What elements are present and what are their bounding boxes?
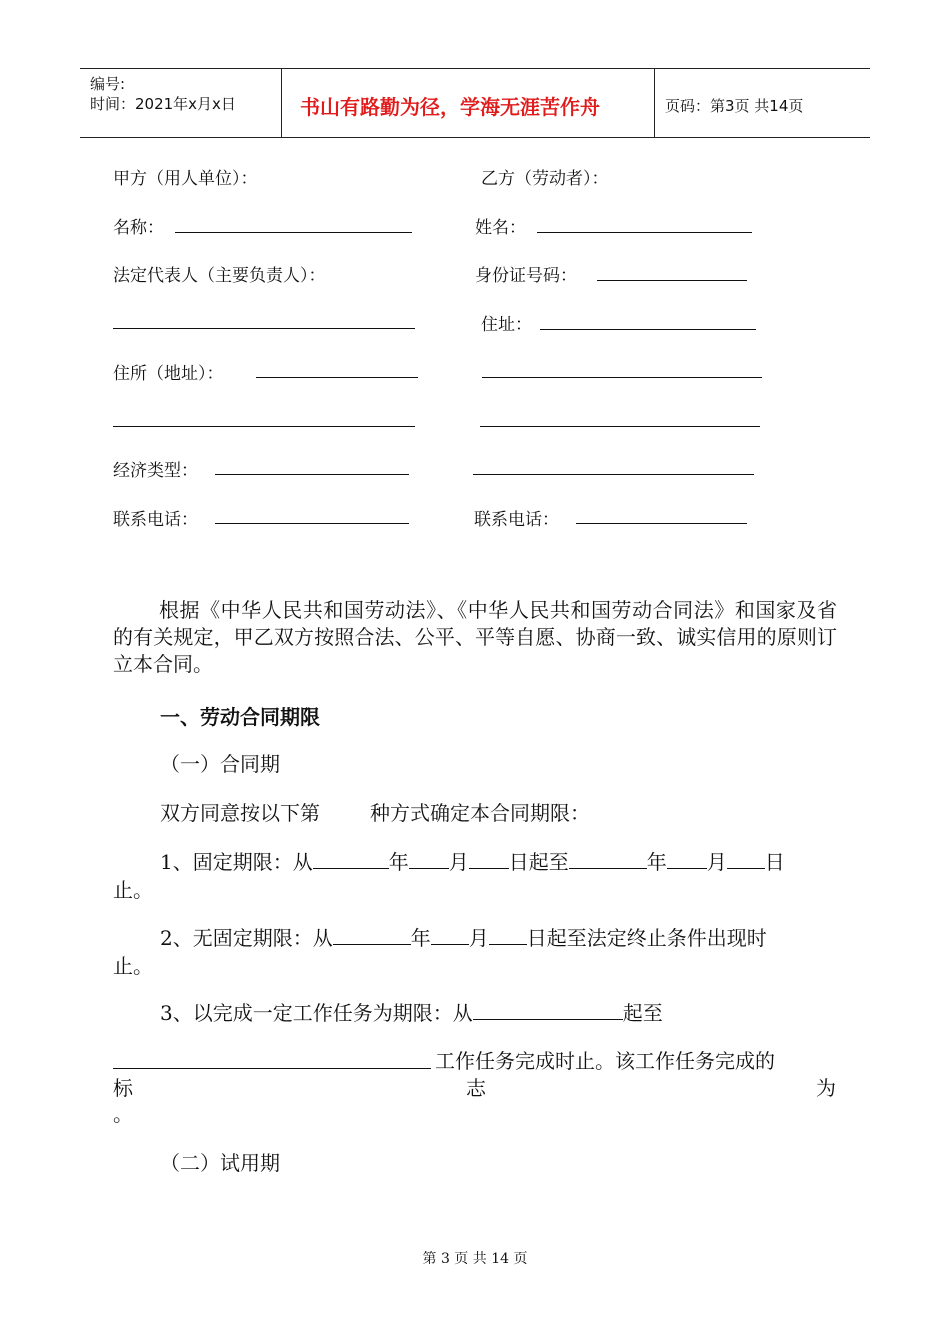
subsection-heading-2: （二）试用期 bbox=[160, 1151, 280, 1175]
party-a-rep-field[interactable] bbox=[113, 328, 415, 329]
item-fixed-term bbox=[160, 846, 785, 875]
header-motto: 书山有路勤为径，学海无涯苦作舟 bbox=[300, 95, 600, 119]
end-day-field[interactable] bbox=[727, 846, 765, 869]
task-description-field[interactable] bbox=[113, 1068, 431, 1069]
item-open-term bbox=[160, 922, 767, 951]
start-month-field[interactable] bbox=[431, 922, 469, 945]
header-divider bbox=[281, 69, 282, 137]
end-month-field[interactable] bbox=[667, 846, 707, 869]
subsection-heading: （一）合同期 bbox=[160, 752, 280, 776]
date-label: 时间：2021年x月x日 bbox=[90, 95, 236, 113]
agree-text-a: 双方同意按以下第 bbox=[160, 801, 320, 825]
party-a-address-field[interactable] bbox=[256, 377, 418, 378]
party-a-phone-field[interactable] bbox=[215, 523, 409, 524]
party-b-id-field[interactable] bbox=[597, 280, 747, 281]
party-b-id-label: 身份证号码： bbox=[475, 266, 577, 286]
page-footer: 第 3 页 共 14 页 bbox=[422, 1251, 528, 1267]
party-b-address-field-3[interactable] bbox=[480, 426, 760, 427]
party-a-name-field[interactable] bbox=[175, 232, 412, 233]
party-a-title: 甲方（用人单位）： bbox=[113, 169, 258, 189]
end-year-field[interactable] bbox=[569, 846, 647, 869]
year-label: 年 bbox=[410, 926, 431, 950]
item2-tail: 日起至法定终止条件出现时 bbox=[526, 926, 767, 950]
header-divider bbox=[654, 69, 655, 137]
item1-label: 1、固定期限：从 bbox=[160, 850, 313, 874]
year-label: 年 bbox=[388, 850, 409, 874]
item3-continue: 工作任务完成时止。该工作任务完成的 bbox=[435, 1049, 775, 1073]
party-b-name-label: 姓名： bbox=[475, 218, 526, 238]
page-info: 页码：第3页 共14页 bbox=[665, 97, 804, 115]
party-b-phone-field[interactable] bbox=[576, 523, 747, 524]
month-label: 月 bbox=[706, 850, 727, 874]
start-month-field[interactable] bbox=[409, 846, 449, 869]
month-label: 月 bbox=[448, 850, 469, 874]
item3-mark-3: 为 bbox=[816, 1076, 836, 1100]
item3-label: 3、以完成一定工作任务为期限：从 bbox=[160, 1001, 473, 1025]
start-day-field[interactable] bbox=[489, 922, 527, 945]
month-label: 月 bbox=[468, 926, 489, 950]
party-b-extra-field[interactable] bbox=[473, 474, 754, 475]
day-label: 日起至 bbox=[508, 850, 569, 874]
party-a-phone-label: 联系电话： bbox=[113, 510, 198, 530]
party-b-phone-label: 联系电话： bbox=[474, 510, 559, 530]
intro-paragraph: 根据《中华人民共和国劳动法》、《中华人民共和国劳动合同法》和国家及省的有关规定，甲乙双方按照合法、公平、平等自愿、协商一致、诚实信用的原则订立本合同。 bbox=[113, 598, 837, 676]
serial-number-label: 编号: bbox=[90, 75, 126, 93]
start-year-field[interactable] bbox=[313, 846, 389, 869]
item2-label: 2、无固定期限：从 bbox=[160, 926, 333, 950]
party-b-title: 乙方（劳动者）： bbox=[481, 169, 609, 189]
item3-end: 。 bbox=[113, 1102, 133, 1126]
party-a-rep-label: 法定代表人（主要负责人）： bbox=[113, 266, 326, 286]
party-a-econ-field[interactable] bbox=[215, 474, 409, 475]
party-a-address-label: 住所（地址）： bbox=[113, 364, 224, 384]
item3-mark-1: 标 bbox=[113, 1076, 133, 1100]
party-b-address-field-2[interactable] bbox=[482, 377, 762, 378]
item3-to: 起至 bbox=[622, 1001, 663, 1025]
party-b-address-label: 住址： bbox=[481, 315, 532, 335]
agree-text bbox=[160, 797, 590, 826]
start-year-field[interactable] bbox=[333, 922, 411, 945]
party-a-econ-label: 经济类型： bbox=[113, 461, 198, 481]
year-label: 年 bbox=[646, 850, 667, 874]
agree-text-b: 种方式确定本合同期限： bbox=[370, 801, 590, 825]
item1-end: 止。 bbox=[113, 878, 153, 902]
item2-end: 止。 bbox=[113, 954, 153, 978]
document-header bbox=[80, 68, 870, 138]
task-start-field[interactable] bbox=[473, 997, 623, 1020]
item-task-term bbox=[160, 997, 663, 1026]
party-a-name-label: 名称： bbox=[113, 218, 164, 238]
start-day-field[interactable] bbox=[469, 846, 509, 869]
item3-mark-2: 志 bbox=[466, 1076, 486, 1100]
section-heading: 一、劳动合同期限 bbox=[160, 705, 320, 729]
party-b-address-field[interactable] bbox=[540, 329, 756, 330]
party-b-name-field[interactable] bbox=[537, 232, 752, 233]
day-label: 日 bbox=[764, 850, 785, 874]
party-a-address-field-2[interactable] bbox=[113, 426, 415, 427]
